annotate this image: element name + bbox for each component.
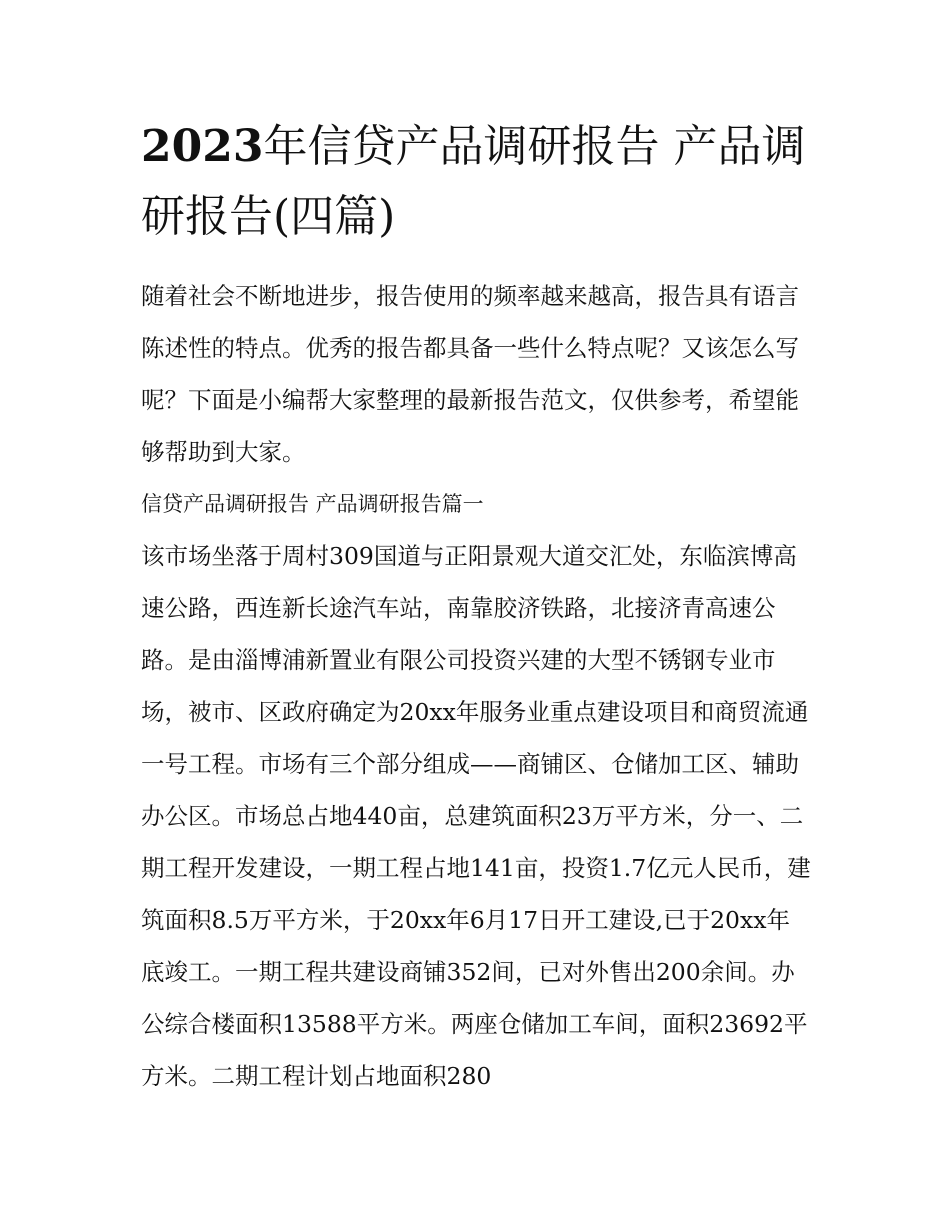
document-title [141, 112, 813, 252]
intro-paragraph: 随着社会不断地进步，报告使用的频率越来越高，报告具有语言陈述性的特点。优秀的报告都具备一些什么特点呢？又该怎么写呢？下面是小编帮大家整理的最新报告范文，仅供参考，希望能够帮助到大家。 [141, 282, 799, 466]
document-content [141, 112, 813, 1102]
section-heading: 信贷产品调研报告 产品调研报告篇一 [141, 492, 484, 516]
title-text: 年信贷产品调研报告 产品调研报告(四篇) [141, 121, 806, 242]
title-year: 2023 [141, 121, 264, 172]
body-paragraph: 该市场坐落于周村309国道与正阳景观大道交汇处，东临滨博高速公路，西连新长途汽车站，南靠胶济铁路，北接济青高速公路。是由淄博浦新置业有限公司投资兴建的大型不锈钢专业市场，被市、区政府确定为20xx年服务业重点建设项目和商贸流通一号工程。市场有三个部分组成——商铺区、仓储加工区、辅助办公区。市场总占地440亩，总建筑面积23万平方米，分一、二期工程开发建设，一期工程占地141亩，投资1.7亿元人民币，建筑面积8.5万平方米，于20xx年6月17日开工建设,已于20xx年底竣工。一期工程共建设商铺352间，已对外售出200余间。办公综合楼面积13588平方米。两座仓储加工车间，面积23692平方米。二期工程计划占地面积280 [141, 542, 811, 1090]
